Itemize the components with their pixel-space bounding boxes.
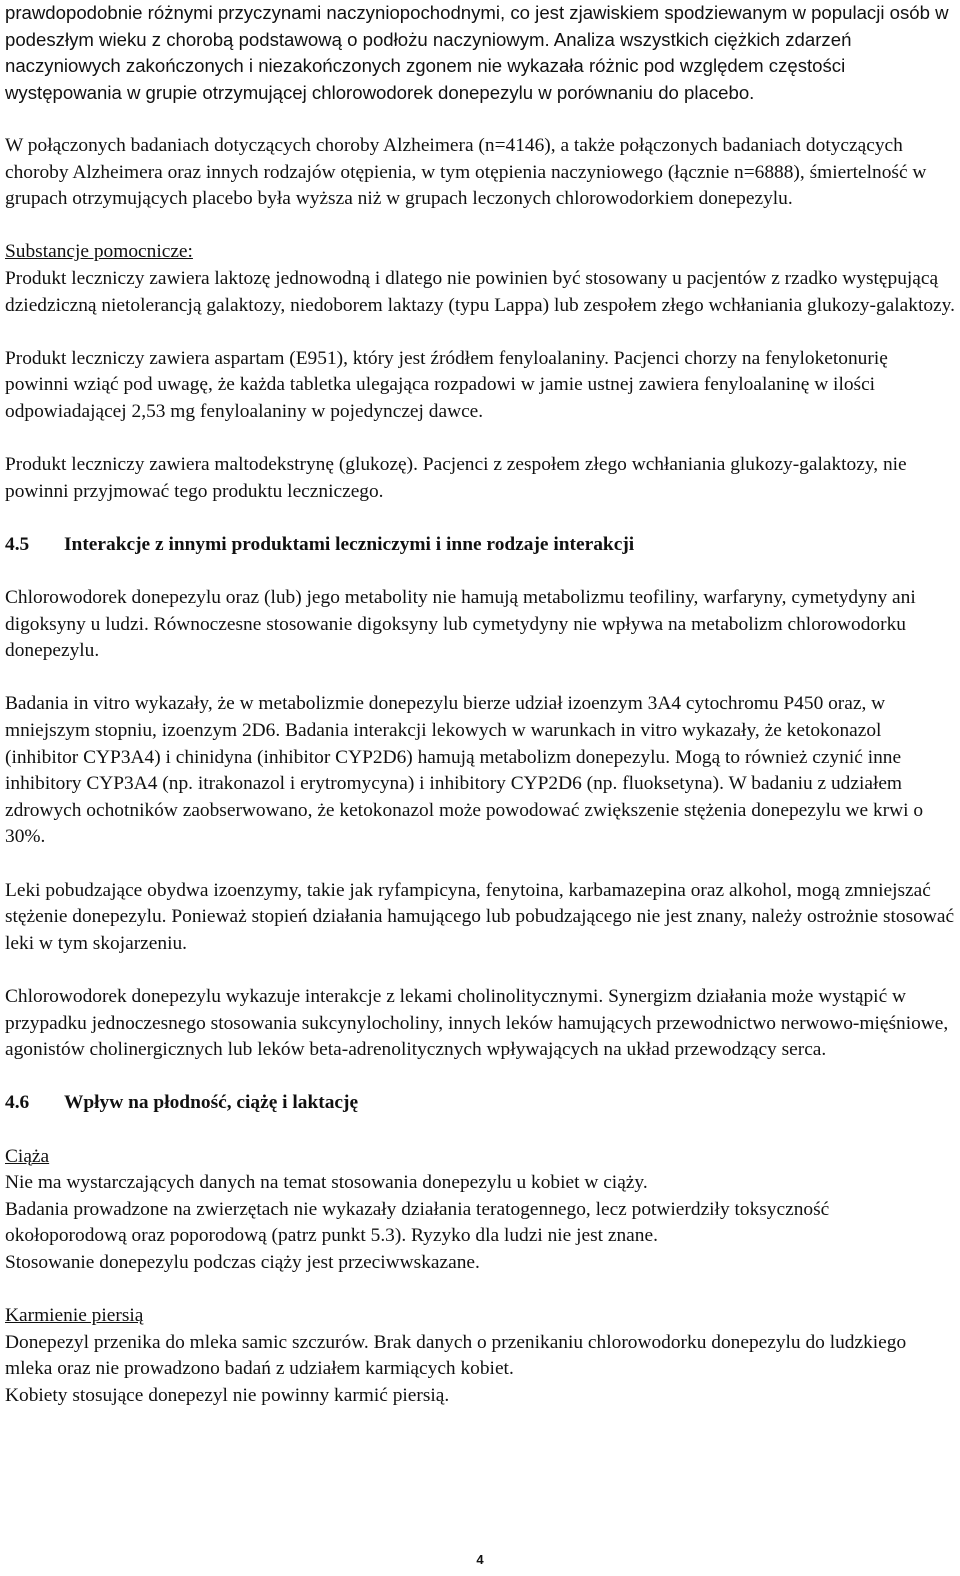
page-number: 4 [476,1552,484,1567]
document-page [5,0,955,1409]
pregnancy-line: Nie ma wystarczających danych na temat stosowania donepezylu u kobiet w ciąży. [5,1172,648,1194]
intro-paragraph-mortality: W połączonych badaniach dotyczących choroby Alzheimera (n=4146), a także połączonych badaniach dotyczących choroby Alzheimera oraz innych rodzajów otępienia, w tym otępienia naczyniowego (łącznie n=6888), śmiertelność w grupach otrzymujących placebo była wyższa niż w grupach leczonych chlorowodorkiem donepezylu. [5,134,927,210]
pregnancy-line: Badania prowadzone na zwierzętach nie wykazały działania teratogennego, lecz potwierdziły toksyczność okołoporodową oraz poporodową (patrz punkt 5.3). Ryzyko dla ludzi nie jest znane. [5,1198,830,1247]
excipients-aspartame-paragraph: Produkt leczniczy zawiera aspartam (E951), który jest źródłem fenyloalaniny. Pacjenci chorzy na fenyloketonurię powinni wziąć pod uwagę, że każda tabletka ulegająca rozpadowi w jamie ustnej zawiera fenyloalaninę w ilości odpowiadającej 2,53 mg fenyloalaniny w pojedynczej dawce. [5,347,888,422]
interactions-paragraph-2: Badania in vitro wykazały, że w metabolizmie donepezylu bierze udział izoenzym 3A4 cytochromu P450 oraz, w mniejszym stopniu, izoenzym 2D6. Badania interakcji lekowych w warunkach in vitro wykazały, że ketokonazol (inhibitor CYP3A4) i chinidyna (inhibitor CYP2D6) hamują metabolizm donepezylu. Mogą to również czynić inne inhibitory CYP3A4 (np. itrakonazol i erytromycyna) i inhibitory CYP2D6 (np. fluoksetyna). W badaniu z udziałem zdrowych ochotników zaobserwowano, że ketokonazol może powodować zwiększenie stężenia donepezylu we krwi o 30%. [5,693,924,848]
section-4-5-heading [5,532,955,559]
pregnancy-heading: Ciąża [5,1145,50,1167]
breastfeeding-line: Donepezyl przenika do mleka samic szczurów. Brak danych o przenikaniu chlorowodorku donepezylu do ludzkiego mleka oraz nie prowadzono badań z udziałem karmiących kobiet. [5,1331,907,1380]
section-4-5-number: 4.5 [5,533,30,555]
section-4-6-number: 4.6 [5,1092,30,1114]
pregnancy-line: Stosowanie donepezylu podczas ciąży jest przeciwwskazane. [5,1251,480,1273]
intro-paragraph-continued: prawdopodobnie różnymi przyczynami naczyniopochodnymi, co jest zjawiskiem spodziewanym w populacji osób w podeszłym wieku z chorobą podstawową o podłożu naczyniowym. Analiza wszystkich ciężkich zdarzeń naczyniowych zakończonych i niezakończonych zgonem nie wykazała różnic pod względem częstości występowania w grupie otrzymującej chlorowodorek donepezylu w porównaniu do placebo. [5,2,949,103]
excipients-heading: Substancje pomocnicze: [5,241,193,263]
section-4-6-heading [5,1090,955,1117]
interactions-paragraph-1: Chlorowodorek donepezylu oraz (lub) jego metabolity nie hamują metabolizmu teofiliny, warfaryny, cymetydyny ani digoksyny u ludzi. Równoczesne stosowanie digoksyny lub cymetydyny nie wpływa na metabolizm chlorowodorku donepezylu. [5,587,916,662]
breastfeeding-heading: Karmienie piersią [5,1305,144,1327]
breastfeeding-line: Kobiety stosujące donepezyl nie powinny karmić piersią. [5,1384,450,1406]
section-4-5-title: Interakcje z innymi produktami leczniczymi i inne rodzaje interakcji [64,533,635,555]
section-4-6-title: Wpływ na płodność, ciążę i laktację [64,1092,359,1114]
interactions-paragraph-4: Chlorowodorek donepezylu wykazuje interakcje z lekami cholinolitycznymi. Synergizm działania może wystąpić w przypadku jednoczesnego stosowania sukcynylocholiny, innych leków hamujących przewodnictwo nerwowo-mięśniowe, agonistów cholinergicznych lub leków beta-adrenolitycznych wpływających na układ przewodzący serca. [5,985,949,1061]
excipients-maltodextrin-paragraph: Produkt leczniczy zawiera maltodekstrynę (glukozę). Pacjenci z zespołem złego wchłaniania glukozy-galaktozy, nie powinni przyjmować tego produktu leczniczego. [5,454,907,502]
interactions-paragraph-3: Leki pobudzające obydwa izoenzymy, takie jak ryfampicyna, fenytoina, karbamazepina oraz alkohol, mogą zmniejszać stężenie donepezylu. Ponieważ stopień działania hamującego lub pobudzającego nie jest znany, należy ostrożnie stosować leki w tym skojarzeniu. [5,879,955,954]
excipients-lactose-paragraph: Produkt leczniczy zawiera laktozę jednowodną i dlatego nie powinien być stosowany u pacjentów z rzadko występującą dziedziczną nietolerancją galaktozy, niedoborem laktazy (typu Lappa) lub zespołem złego wchłaniania glukozy-galaktozy. [5,267,955,316]
